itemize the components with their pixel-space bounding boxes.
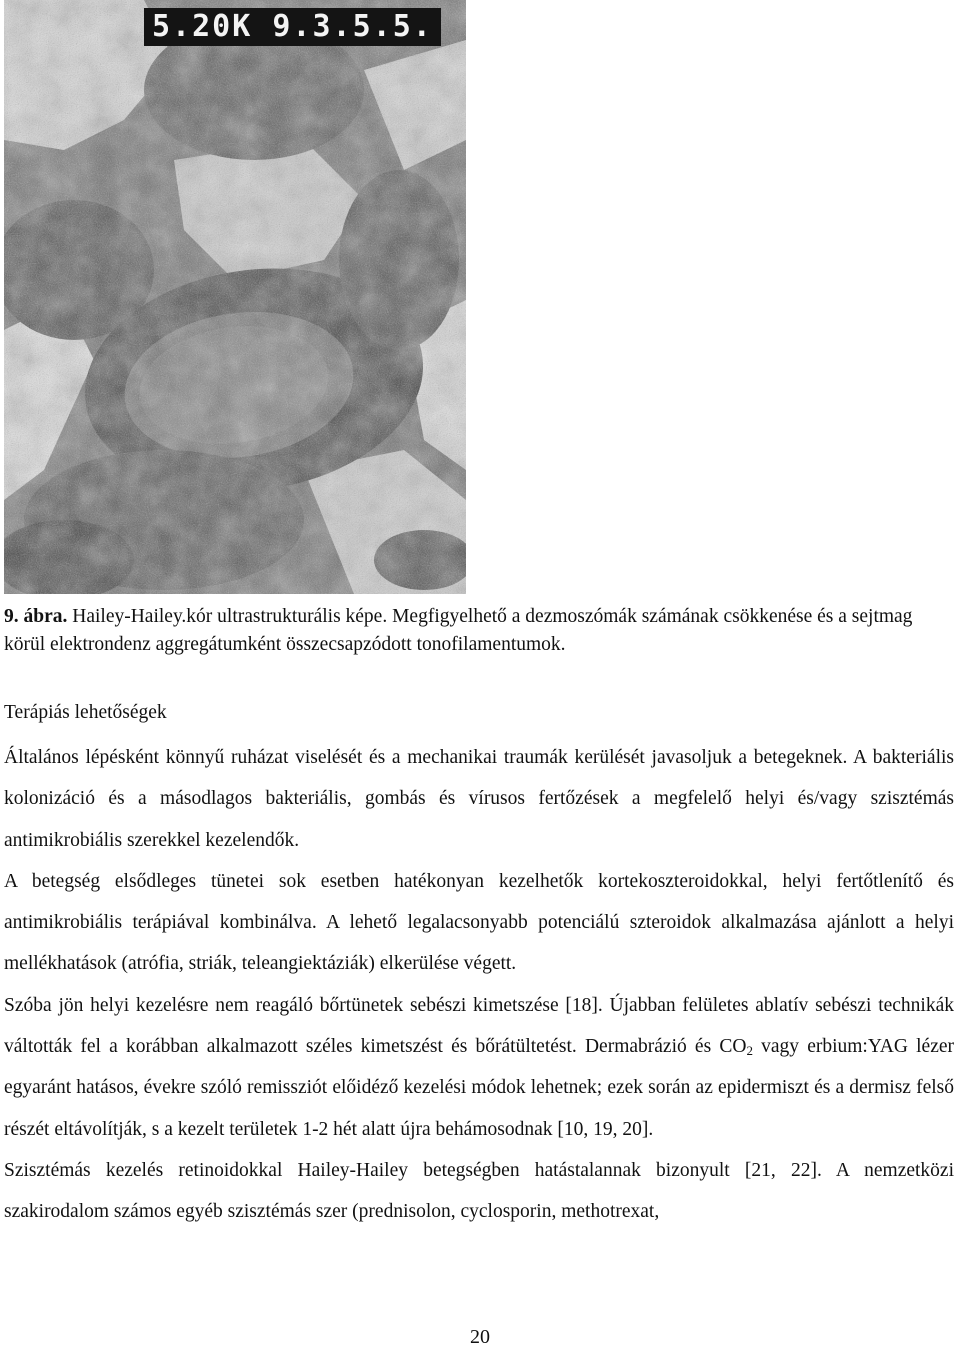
co2-subscript: 2 [746, 1043, 753, 1059]
paragraph-surgery-part2: vagy erbium:YAG lézer egyaránt hatásos, évekre szóló remissziót előidéző kezelési módok lehetnek; ezek során az epidermiszt és a dermisz felső részét eltávolítják, s a kezelt területek 1-2 hét alatt újra behámosodnak [10, 19, 20]. [4, 1036, 954, 1140]
paragraph-surgery-part1: Szóba jön helyi kezelésre nem reagáló bőrtünetek sebészi kimetszése [18]. Újabban felületes ablatív sebészi technikák váltották fel a korábban alkalmazott széles kimetszést és bőrátültetést. Dermabrázió és CO [4, 994, 954, 1058]
figure-number: 9. ábra. [4, 606, 68, 627]
body-text [4, 737, 954, 1233]
page-number: 20 [470, 1326, 490, 1348]
figure-caption [4, 603, 956, 659]
micrograph-figure [4, 0, 466, 594]
paragraph-systemic: Szisztémás kezelés retinoidokkal Hailey-Hailey betegségben hatástalannak bizonyult [21, 22]. A nemzetközi szakirodalom számos egyéb szisztémás szer (prednisolon, cyclosporin, methotrexat, [4, 1159, 954, 1223]
section-heading: Terápiás lehetőségek [4, 702, 167, 723]
micrograph-image [4, 0, 466, 594]
paragraph-general: Általános lépésként könnyű ruházat viselését és a mechanikai traumák kerülését javasoljuk a betegeknek. A bakteriális kolonizáció és a másodlagos bakteriális, gombás és vírusos fertőzések a megfelelő helyi és/vagy szisztémás antimikrobiális szerekkel kezelendők. [4, 747, 954, 851]
paragraph-steroids: A betegség elsődleges tünetei sok esetben hatékonyan kezelhetők kortekoszteroidokkal, helyi fertőtlenítő és antimikrobiális terápiával kombinálva. A lehető legalacsonyabb potenciálú szteroidok alkalmazása ajánlott a helyi mellékhatások (atrófia, striák, teleangiektáziák) elkerülése végett. [4, 870, 954, 975]
figure-caption-text: Hailey-Hailey.kór ultrastrukturális képe. Megfigyelhető a dezmoszómák számának csökkenése és a sejtmag körül elektrondenz aggregátumként összecsapzódott tonofilamentumok. [4, 606, 913, 655]
paragraph-surgery [4, 985, 954, 1150]
micrograph-plate-label: 5.20K 9.3.5.5. [144, 8, 441, 46]
